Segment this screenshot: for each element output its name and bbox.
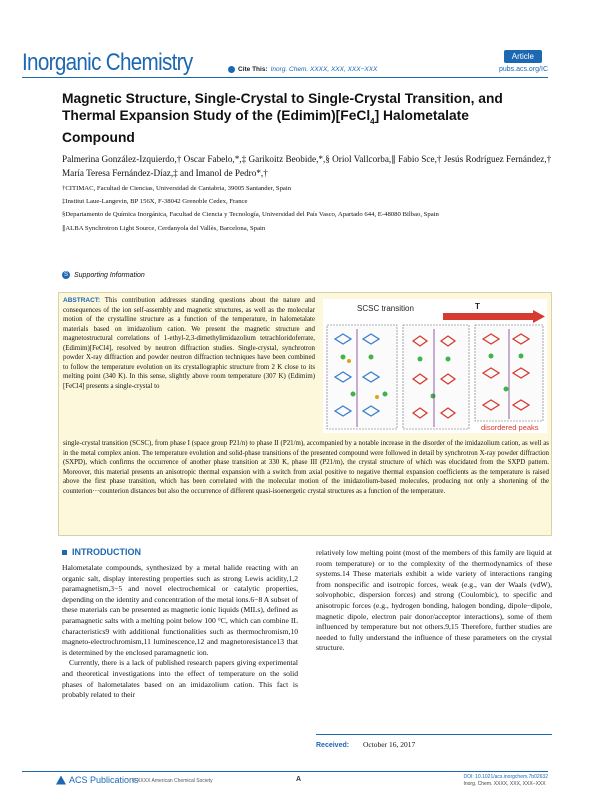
received-date-line <box>316 740 415 749</box>
supporting-info-link[interactable] <box>62 271 145 279</box>
toc-caption: disordered peaks <box>481 423 539 432</box>
header-divider <box>22 77 548 78</box>
received-date: October 16, 2017 <box>362 740 416 749</box>
paragraph: relatively low melting point (most of the members of this family are liquid at room temperature) or to the complexity of the thermodynamics of these systems.14 These materials exhibit a wide variety of interactions ranging from nonspecific and isotropic forces, weak (e.g., van der Waals (vdW), solvophobic, dispersion forces) and strong (Coulombic), to specific and anisotropic forces (e.g., hydrogen bonding, halogen bonding, dipole−dipole, magnetic dipole, electron pair donor/acceptor interactions), some of them influenced by temperature but not others.9,15 Therefore, further studies are needed to fully understand the influence of these parameters on the crystal structure. <box>316 548 552 653</box>
section-heading-introduction[interactable] <box>62 547 141 557</box>
doi-link[interactable]: 10.1021/acs.inorgchem.7b02632 <box>475 774 548 780</box>
journal-title[interactable]: Inorganic Chemistry <box>22 49 193 76</box>
toc-axis-label: T <box>475 302 480 311</box>
doi-label: DOI: <box>463 774 474 780</box>
toc-transition-label: SCSC transition <box>357 304 414 313</box>
article-title: Magnetic Structure, Single-Crystal to Single-Crystal Transition, and Thermal Expansion Study of the (Edimim)[FeCl$_4$] Halometalate Compound <box>62 91 503 145</box>
abstract-part1: This contribution addresses standing questions about the nature and consequences of the ion self-assembly and magnetic structures, as well as the molecular motion of the crystalline structure as a function of the temperature, in halometalate materials based on imidazolium cation. We present the magnetic structure and magnetostructural correlations of 1-ethyl-2,3-dimethylimidazolium tetrachloridoferrate, (Edimim)[FeCl4], resolved by neutron diffraction studies. Single-crystal, synchrotron powder X-ray diffraction and powder neutron diffraction techniques have been combined to follow the temperature evolution on its crystallographic structure from 2 K close to its melting point (340 K). In this sense, slightly above room temperature (307 K) (Edimim)[FeCl4] presents a single-crystal to <box>63 297 315 390</box>
crystal-panel-2 <box>403 325 469 429</box>
journal-url-link[interactable]: pubs.acs.org/IC <box>498 66 548 73</box>
toc-graphic <box>323 299 547 433</box>
acs-logo-icon <box>56 776 66 785</box>
affiliations <box>62 184 542 237</box>
supporting-info-icon: S <box>63 272 68 278</box>
crystal-panel-3 <box>475 325 543 421</box>
affiliation: ‡Institut Laue-Langevin, BP 156X, F-38042 Grenoble Cedex, France <box>62 198 248 206</box>
abstract-text-bottom: single-crystal transition (SCSC), from phase I (space group P21/n) to phase II (P21/m), accompanied by a notable increase in the disorder of the imidazolium cation, as well as in the metal complex anion. The temperature evolution and solid-phase transitions of the presented compound were followed in detail by synchrotron X-ray powder diffraction (SXPD), which confirms the occurrence of another phase transition at 330 K, phase III (P21/m), the crystal structure of which was elucidated from the SXPD pattern. Moreover, this material presents an anisotropic thermal expansion with a switch from axial positive to negative thermal expansion coefficients as the temperature is raised above the first phase transition, which has been correlated with the molecular motion of the imidazolium-based molecules, producing not only a shortening of the counterion···counterion distances but also the occurrence of different quasi-isoenergetic crystal structures as a function of the temperature. <box>63 440 549 495</box>
cite-this[interactable] <box>228 66 377 73</box>
abstract-label: ABSTRACT: <box>63 297 101 304</box>
cite-label: Cite This: <box>238 66 268 73</box>
received-divider <box>316 734 552 735</box>
paragraph: Currently, there is a lack of published research papers giving experimental and theoretical investigations into the effect of temperature on the solid phases of halometalates based on an imidazolium cation. This fact is probably related to their <box>62 658 298 700</box>
temperature-arrow-head <box>533 310 545 323</box>
paragraph: Halometalate compounds, synthesized by a metal halide reacting with an organic salt, display interesting properties such as strong Lewis acidity,1,2 paramagnetism,3−5 and novel electrochemical or catalytic properties, depending on the identity and concentration of the metal ions.6−8 A subset of these materials can be presented as magnetic ionic liquids (MILs), defined as paramagnetic salts with a melting point below 100 °C, which can combine IL characteristics9 with additional functionalities such as thermochromism,10 magneto-electrochromism,11 luminescence,12 and magnetoresistance13 that is determined by the enclosed paramagnetic ion. <box>62 563 298 657</box>
page-number: A <box>296 776 302 783</box>
body-column-right <box>316 548 552 654</box>
affiliation: †CITIMAC, Facultad de Ciencias, Universidad de Cantabria, 39005 Santander, Spain <box>62 185 292 192</box>
copyright-notice: © XXXX American Chemical Society <box>132 778 213 784</box>
affiliation: ∥ALBA Synchrotron Light Source, Cerdanyola del Vallès, Barcelona, Spain <box>62 224 266 232</box>
abstract-box <box>58 292 552 536</box>
received-label: Received: <box>316 742 350 749</box>
affiliation: §Departamento de Química Inorgánica, Facultad de Ciencia y Tecnología, Universidad del País Vasco, Apartado 644, E-48080 Bilbao, Spain <box>62 211 439 219</box>
body-column-left <box>62 563 298 701</box>
temperature-arrow <box>443 313 533 320</box>
abstract-text-top <box>63 296 315 391</box>
section-heading-label: INTRODUCTION <box>72 547 141 557</box>
toc-graphic-svg <box>323 299 547 433</box>
footer-divider <box>22 771 548 772</box>
supporting-info-label: Supporting Information <box>74 271 145 279</box>
author-list: Palmerina González-Izquierdo,† Oscar Fabelo,*,‡ Garikoitz Beobide,*,§ Oriol Vallcorba,∥ Fabio Sce,† Jesús Rodríguez Fernández,† María Teresa Fernández-Díaz,‡ and Imanol de Pedro*,† <box>62 154 552 178</box>
article-type-badge: Article <box>504 50 542 63</box>
cite-text[interactable]: Inorg. Chem. XXXX, XXX, XXX−XXX <box>270 66 378 73</box>
doi-block <box>463 774 548 788</box>
crystal-panel-1 <box>327 325 397 429</box>
cite-icon <box>228 66 235 73</box>
acs-publications-logo[interactable] <box>56 775 139 785</box>
section-marker-icon <box>62 550 67 555</box>
footer-citation: Inorg. Chem. XXXX, XXX, XXX−XXX <box>463 781 546 787</box>
publisher-name: ACS Publications <box>69 775 139 785</box>
